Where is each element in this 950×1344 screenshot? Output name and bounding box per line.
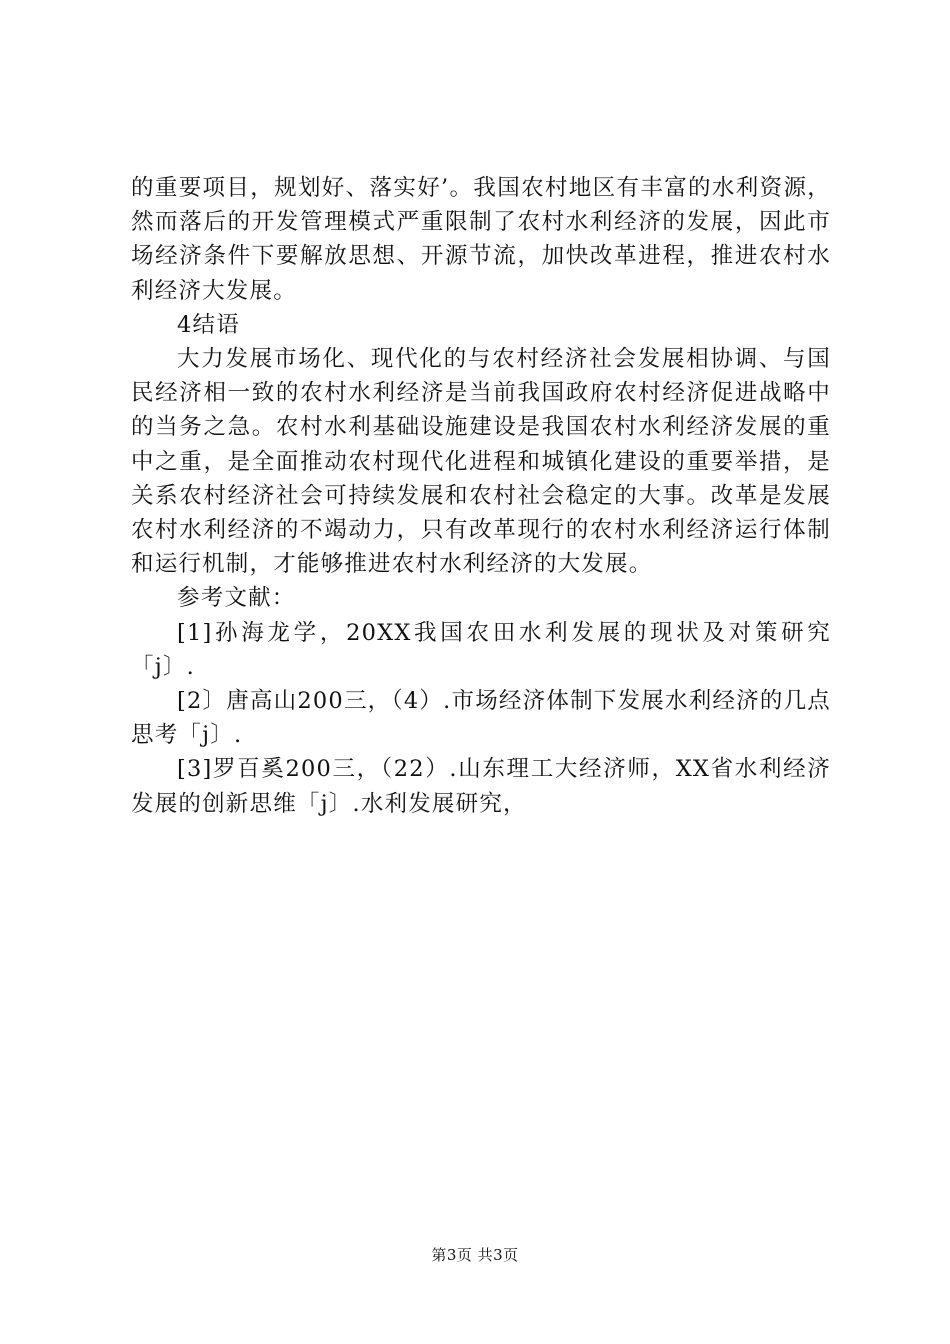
paragraph-conclusion: 大力发展市场化、现代化的与农村经济社会发展相协调、与国民经济相一致的农村水利经济是当前我国政府农村经济促进战略中的当务之急。农村水利基础设施建设是我国农村水利经济发展的重中之重，是全面推动农村现代化进程和城镇化建设的重要举措，是关系农村经济社会可持续发展和农村社会稳定的大事。改革是发展农村水利经济的不竭动力，只有改革现行的农村水利经济运行体制和运行机制，才能够推进农村水利经济的大发展。 [131,346,831,578]
document-body [131,171,831,821]
references-heading: 参考文献： [177,585,296,612]
section-heading-conclusion: 4结语 [177,311,240,338]
page-number-footer: 第3页 共3页 [431,1246,519,1264]
paragraph-continuation: 的重要项目，规划好、落实好’。我国农村地区有丰富的水利资源，然而落后的开发管理模式严重限制了农村水利经济的发展，因此市场经济条件下要解放思想、开源节流，加快改革进程，推进农村水利经济大发展。 [131,175,831,304]
reference-item-3: [3]罗百奚200三，（22）.山东理工大经济师，XX省水利经济发展的创新思维「j〕.水利发展研究， [131,756,831,817]
reference-item-1: [1]孙海龙学，20XX我国农田水利发展的现状及对策研究「j〕. [131,619,831,680]
reference-item-2: [2〕唐高山200三，（4）.市场经济体制下发展水利经济的几点思考「j〕. [131,688,831,749]
